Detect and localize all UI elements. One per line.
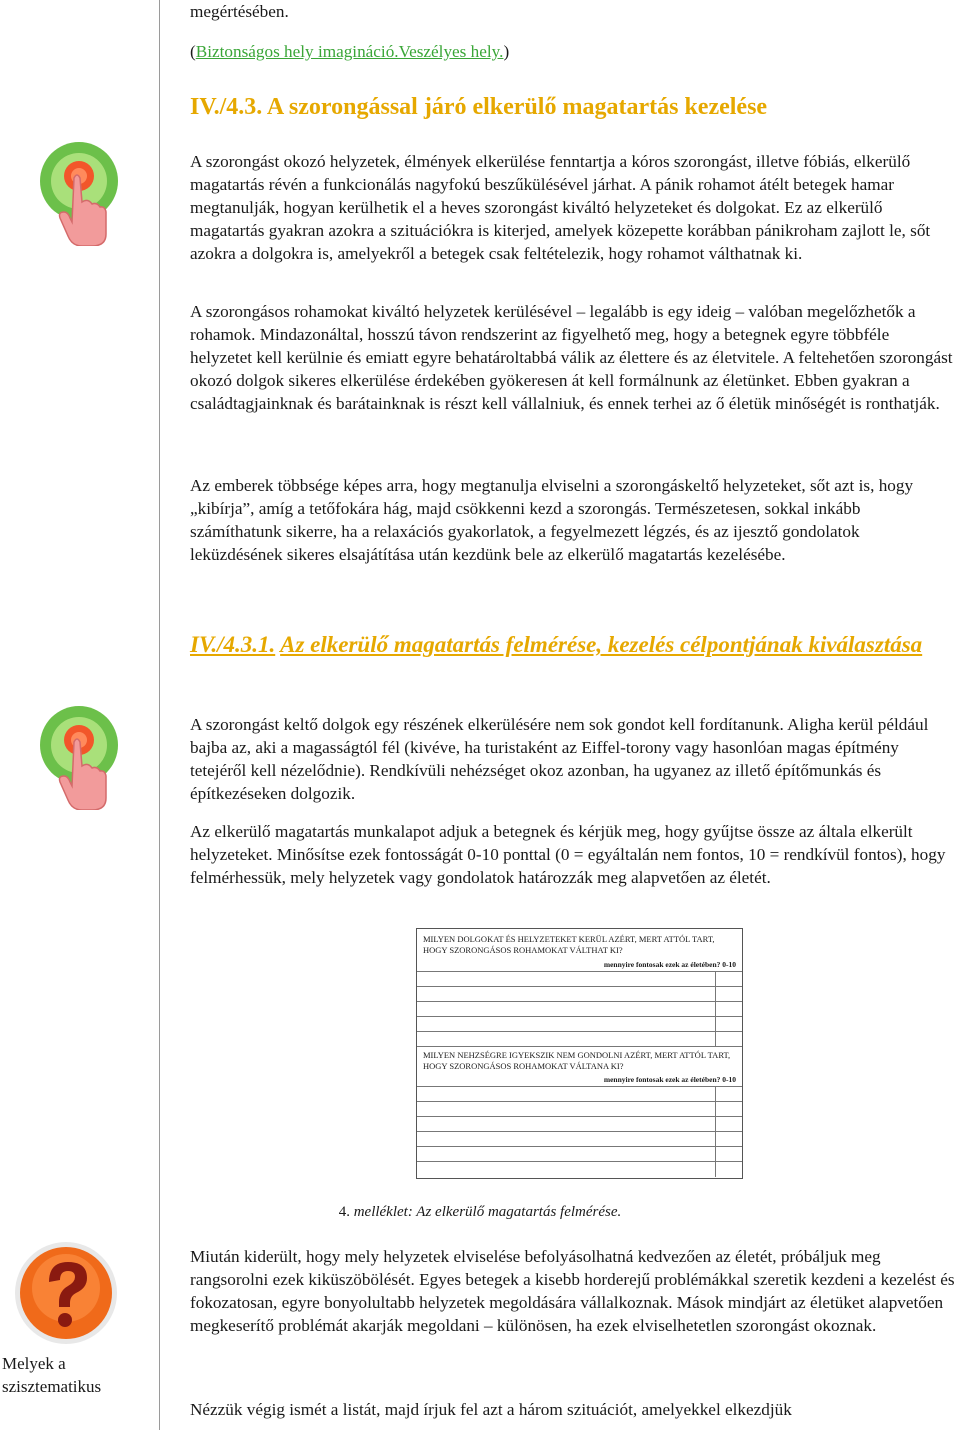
press-button-icon [38, 140, 120, 246]
worksheet-line [417, 1146, 742, 1147]
worksheet-line [417, 1046, 742, 1047]
worksheet-line [417, 1086, 742, 1087]
avoidance-worksheet [416, 928, 743, 1179]
subsection-paragraph-1: A szorongást keltő dolgok egy részének elkerülésére nem sok gondot kell fordítanunk. Aligha kerül például bajba az, aki a magasságtól fél (kivéve, ha turistaként az Eiffel-torony vagy hasonlóan magas építmény tetejéről kell nézelődnie). Rendkívüli nehézséget okoz azonban, ha ugyanez az illető építőmunkás és építkezéseken dolgozik. [190, 715, 929, 803]
worksheet-question-2: MILYEN NEHZSÉGRE IGYEKSZIK NEM GONDOLNI AZÉRT, MERT ATTÓL TART, HOGY SZORONGÁSOS ROHAMOKAT VÁLTANA KI? [423, 1050, 731, 1071]
section-paragraph-1: A szorongást okozó helyzetek, élmények elkerülése fenntartja a kóros szorongást, illetve fóbiás, elkerülő magatartás révén a funkcionálás nagyfokú beszűkülésével járhat. A pánik rohamot átélt betegek hamar megtanulják, hogyan kerülhetik el a heves szorongást kiváltó helyzeteket és dolgokat. Ez az elkerülő magatartás gyakran azokra a szituációkra is kiterjed, amelyek közepette korábban pánikroham zajlott le, sőt azokra a dolgokra is, amelyekről a betegek csak feltételezik, hogy rohamot válthatnak ki. [190, 152, 931, 263]
caption-number: 4. [338, 1204, 350, 1220]
worksheet-line [417, 1101, 742, 1102]
press-button-icon [38, 704, 120, 810]
subsection-paragraph-2: Az elkerülő magatartás munkalapot adjuk a betegnek és kérjük meg, hogy gyűjtse össze az általa elkerült helyzeteket. Minősítse ezek fontosságát 0-10 ponttal (0 = egyáltalán nem fontos, 10 = rendkívül fontos), hogy felmérhessük, mely helyzetek vagy gondolatok határozzák meg alapvetően az életét. [190, 822, 946, 887]
caption-text: melléklet: Az elkerülő magatartás felmérése. [349, 1204, 622, 1220]
figure-caption [0, 1204, 960, 1221]
link-line [190, 40, 955, 63]
worksheet-rating-label-1: mennyire fontosak ezek az életében? 0-10 [603, 960, 736, 969]
link-paren-close: ) [503, 42, 510, 61]
subsection-title: Az elkerülő magatartás felmérése, kezelés célpontjának kiválasztása [280, 632, 923, 657]
worksheet-column [715, 1086, 716, 1177]
worksheet-question-1: MILYEN DOLGOKAT ÉS HELYZETEKET KERÜL AZÉRT, MERT ATTÓL TART, HOGY SZORONGÁSOS ROHAMOKAT VÁLTHAT KI? [423, 934, 715, 955]
section-heading: IV./4.3. A szorongással járó elkerülő magatartás kezelése [190, 94, 768, 120]
imagination-link[interactable]: Biztonságos hely imagináció.Veszélyes hely. [195, 42, 504, 61]
worksheet-line [417, 1031, 742, 1032]
worksheet-column [715, 971, 716, 1046]
worksheet-line [417, 1001, 742, 1002]
worksheet-line [417, 971, 742, 972]
intro-line: megértésében. [190, 2, 289, 21]
worksheet-line [417, 986, 742, 987]
section-paragraph-3: Az emberek többsége képes arra, hogy megtanulja elviselni a szorongáskeltő helyzeteket, sőt azt is, hogy „kibírja”, amíg a tetőfokára hág, majd csökkenni kezd a szorongás. Természetesen, sokkal inkább számíthatunk sikerre, ha a relaxációs gyakorlatok, a fegyelmezett légzés, és az ijesztő gondolatok leküzdésének sikeres elsajátítása után kezdünk bele az elkerülő magatartás kezelésébe. [190, 476, 914, 564]
section-paragraph-2: A szorongásos rohamokat kiváltó helyzetek kerülésével – legalább is egy ideig – valóban megelőzhetők a rohamok. Mindazonáltal, hosszú távon rendszerint az figyelhető meg, hogy a betegnek egyre többféle helyzetet kell kerülnie és emiatt egyre behatároltabbá válik az élettere és az életvitele. A feltehetően szorongást okozó dolgok sikeres elkerülése érdekében gyökeresen át kell formálnunk az életünket. Ebben gyakran a családtagjainknak és barátainknak is részt kell vállalniuk, és ennek terhei az ő életük minőségét is ronthatják. [190, 302, 953, 413]
worksheet-line [417, 1016, 742, 1017]
subsection-number: IV./4.3.1. [190, 632, 276, 657]
question-mark-icon [13, 1240, 119, 1346]
worksheet-rating-label-2: mennyire fontosak ezek az életében? 0-10 [603, 1075, 736, 1084]
worksheet-line [417, 1131, 742, 1132]
bottom-paragraph-2: Nézzük végig ismét a listát, majd írjuk fel azt a három szituációt, amelyekkel elkezdjük [190, 1400, 792, 1419]
worksheet-line [417, 1116, 742, 1117]
subsection-heading [190, 630, 950, 659]
link-paren-open: ( [190, 42, 196, 61]
worksheet-line [417, 1161, 742, 1162]
margin-question-label: Melyek a szisztematikus [2, 1354, 102, 1396]
bottom-paragraph-1: Miután kiderült, hogy mely helyzetek elviselése befolyásolhatná kedvezően az életét, próbáljuk meg rangsorolni ezek kiküszöbölését. Egyes betegek a kisebb horderejű problémákkal szeretik kezdeni a kezelést és fokozatosan, egyre bonyolultabb helyzetek megoldására vállalkoznak. Mások mindjárt az életüket alapvetően megkeserítő problémát akarják megoldani – különösen, ha ezek elviselhetetlen szorongást okoznak. [190, 1247, 955, 1335]
